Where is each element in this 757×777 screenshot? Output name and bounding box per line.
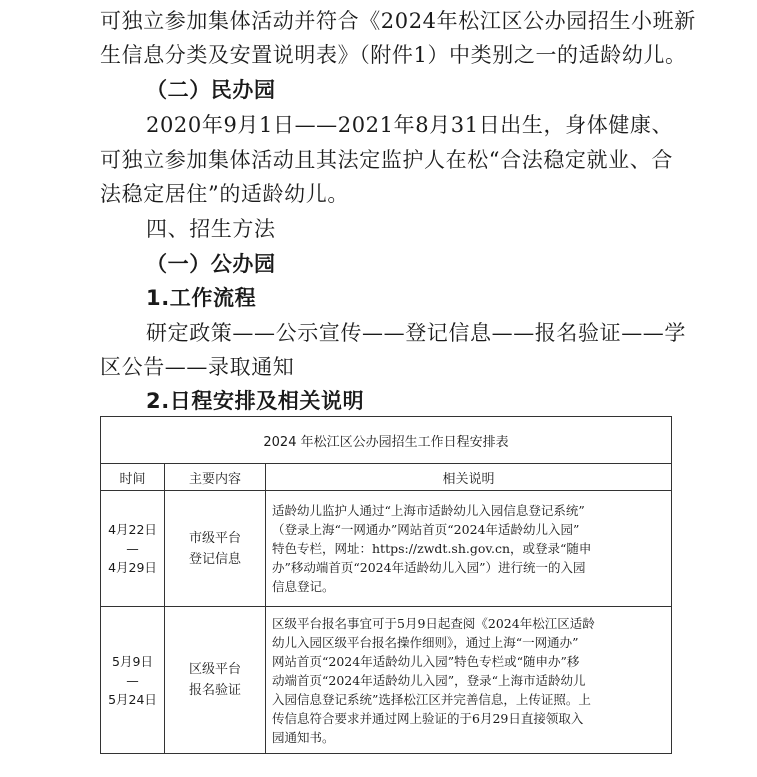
column-header: 主要内容 (165, 464, 266, 491)
description-line: 入园信息登记系统”选择松江区并完善信息，上传证照。上 (272, 691, 591, 707)
description-line: 网站首页“2024年适龄幼儿入园”特色专栏或“随申办”移 (272, 653, 580, 669)
description-line: 园通知书。 (272, 729, 335, 745)
description-line: 特色专栏，网址：https://zwdt.sh.gov.cn，或登录“随申 (272, 541, 592, 556)
content-line: 区级平台 (188, 662, 241, 677)
content-line: 市级平台 (188, 530, 241, 546)
table-row (101, 607, 672, 754)
section-heading: 四、招生方法 (146, 217, 276, 241)
description-line: 动端首页“2024年适龄幼儿入园”，登录“上海市适龄幼儿 (272, 672, 586, 688)
description-line: 办”移动端首页“2024年适龄幼儿入园”）进行统一的入园 (272, 560, 586, 575)
body-text-line: 区公告——录取通知 (100, 355, 295, 379)
body-text-line: 研定政策——公示宣传——登记信息——报名验证——学 (146, 321, 686, 345)
time-dash: — (126, 541, 139, 556)
section-heading: 1.工作流程 (146, 286, 257, 310)
column-header: 时间 (101, 464, 165, 491)
body-text-line: 可独立参加集体活动且其法定监护人在松“合法稳定就业、合 (100, 148, 673, 172)
description-line: （登录上海“一网通办”网站首页“2024年适龄幼儿入园” (272, 522, 580, 537)
content-cell (165, 607, 266, 754)
time-end: 4月29日 (108, 560, 157, 575)
body-text-line: 法稳定居住”的适龄幼儿。 (100, 182, 349, 206)
content-line: 报名验证 (188, 683, 241, 698)
content-cell (165, 491, 266, 607)
section-heading: 2.日程安排及相关说明 (146, 389, 365, 413)
time-dash: — (126, 672, 139, 688)
body-text-line: 生信息分类及安置说明表》（附件1）中类别之一的适龄幼儿。 (100, 43, 687, 67)
description-line: 信息登记。 (272, 579, 335, 594)
column-header: 相关说明 (266, 464, 672, 491)
time-cell (101, 607, 165, 754)
section-heading: （一）公办园 (146, 252, 276, 276)
schedule-table (100, 416, 672, 754)
section-heading: （二）民办园 (146, 78, 276, 102)
description-line: 幼儿入园区级平台报名操作细则》，通过上海“一网通办” (272, 634, 579, 650)
content-line: 登记信息 (188, 551, 241, 567)
time-end: 5月24日 (108, 691, 157, 707)
body-text-line: 可独立参加集体活动并符合《2024年松江区公办园招生小班新 (100, 9, 696, 33)
description-cell (266, 607, 672, 754)
body-text-line: 2020年9月1日——2021年8月31日出生，身体健康、 (146, 113, 674, 137)
description-cell (266, 491, 672, 607)
table-caption: 2024 年松江区公办园招生工作日程安排表 (101, 417, 672, 464)
time-start: 5月9日 (112, 653, 153, 669)
description-line: 传信息符合要求并通过网上验证的于6月29日直接领取入 (272, 710, 584, 726)
table-row (101, 491, 672, 607)
description-line: 区级平台报名事宜可于5月9日起查阅《2024年松江区适龄 (272, 615, 595, 631)
time-start: 4月22日 (108, 522, 157, 537)
time-cell (101, 491, 165, 607)
description-line: 适龄幼儿监护人通过“上海市适龄幼儿入园信息登记系统” (272, 503, 585, 518)
